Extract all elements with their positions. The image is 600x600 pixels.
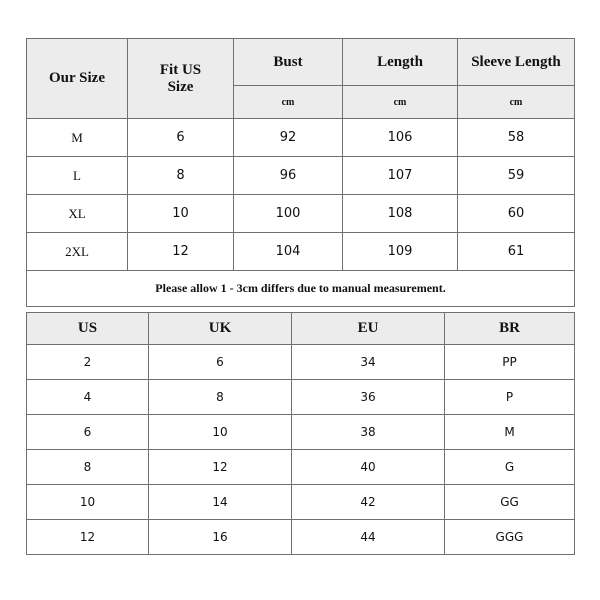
cell-uk: 10 (149, 415, 292, 450)
cell-br: GGG (445, 520, 575, 555)
cell-eu: 40 (292, 450, 445, 485)
cell-uk: 6 (149, 345, 292, 380)
table-row (27, 450, 575, 485)
cell-size: XL (27, 195, 128, 233)
header-br: BR (445, 313, 575, 345)
table-row (27, 157, 575, 195)
cell-eu: 34 (292, 345, 445, 380)
cell-fit-us: 6 (128, 119, 234, 157)
cell-br: PP (445, 345, 575, 380)
table-row (27, 119, 575, 157)
cell-length: 108 (343, 195, 458, 233)
cell-sleeve: 60 (458, 195, 575, 233)
header-sleeve-length: Sleeve Length (458, 39, 575, 86)
cell-size: M (27, 119, 128, 157)
cell-eu: 44 (292, 520, 445, 555)
cell-bust: 100 (234, 195, 343, 233)
cell-us: 6 (27, 415, 149, 450)
size-conversion-table (26, 312, 575, 555)
cell-br: P (445, 380, 575, 415)
cell-fit-us: 8 (128, 157, 234, 195)
cell-us: 4 (27, 380, 149, 415)
cell-br: G (445, 450, 575, 485)
cell-uk: 12 (149, 450, 292, 485)
cell-sleeve: 59 (458, 157, 575, 195)
header-eu: EU (292, 313, 445, 345)
cell-length: 109 (343, 233, 458, 271)
header-fit-us-size (128, 39, 234, 119)
cell-length: 106 (343, 119, 458, 157)
table-row (27, 345, 575, 380)
cell-br: M (445, 415, 575, 450)
unit-sleeve-length: cm (458, 86, 575, 119)
cell-eu: 38 (292, 415, 445, 450)
table-row (27, 485, 575, 520)
cell-sleeve: 61 (458, 233, 575, 271)
measurement-note: Please allow 1 - 3cm differs due to manual measurement. (27, 271, 575, 307)
cell-bust: 104 (234, 233, 343, 271)
cell-uk: 16 (149, 520, 292, 555)
cell-us: 10 (27, 485, 149, 520)
cell-br: GG (445, 485, 575, 520)
cell-us: 8 (27, 450, 149, 485)
table-row (27, 195, 575, 233)
cell-fit-us: 12 (128, 233, 234, 271)
cell-length: 107 (343, 157, 458, 195)
table-row (27, 415, 575, 450)
cell-eu: 42 (292, 485, 445, 520)
table-row (27, 380, 575, 415)
header-us: US (27, 313, 149, 345)
cell-fit-us: 10 (128, 195, 234, 233)
cell-sleeve: 58 (458, 119, 575, 157)
unit-length: cm (343, 86, 458, 119)
cell-us: 12 (27, 520, 149, 555)
header-our-size: Our Size (27, 39, 128, 119)
unit-bust: cm (234, 86, 343, 119)
cell-size: 2XL (27, 233, 128, 271)
cell-uk: 14 (149, 485, 292, 520)
size-chart-table (26, 38, 575, 307)
cell-bust: 92 (234, 119, 343, 157)
table-row (27, 233, 575, 271)
cell-eu: 36 (292, 380, 445, 415)
cell-uk: 8 (149, 380, 292, 415)
cell-us: 2 (27, 345, 149, 380)
header-length: Length (343, 39, 458, 86)
cell-bust: 96 (234, 157, 343, 195)
header-bust: Bust (234, 39, 343, 86)
table-row (27, 520, 575, 555)
cell-size: L (27, 157, 128, 195)
header-fit-us-size-label: Fit US Size (159, 61, 202, 95)
header-uk: UK (149, 313, 292, 345)
